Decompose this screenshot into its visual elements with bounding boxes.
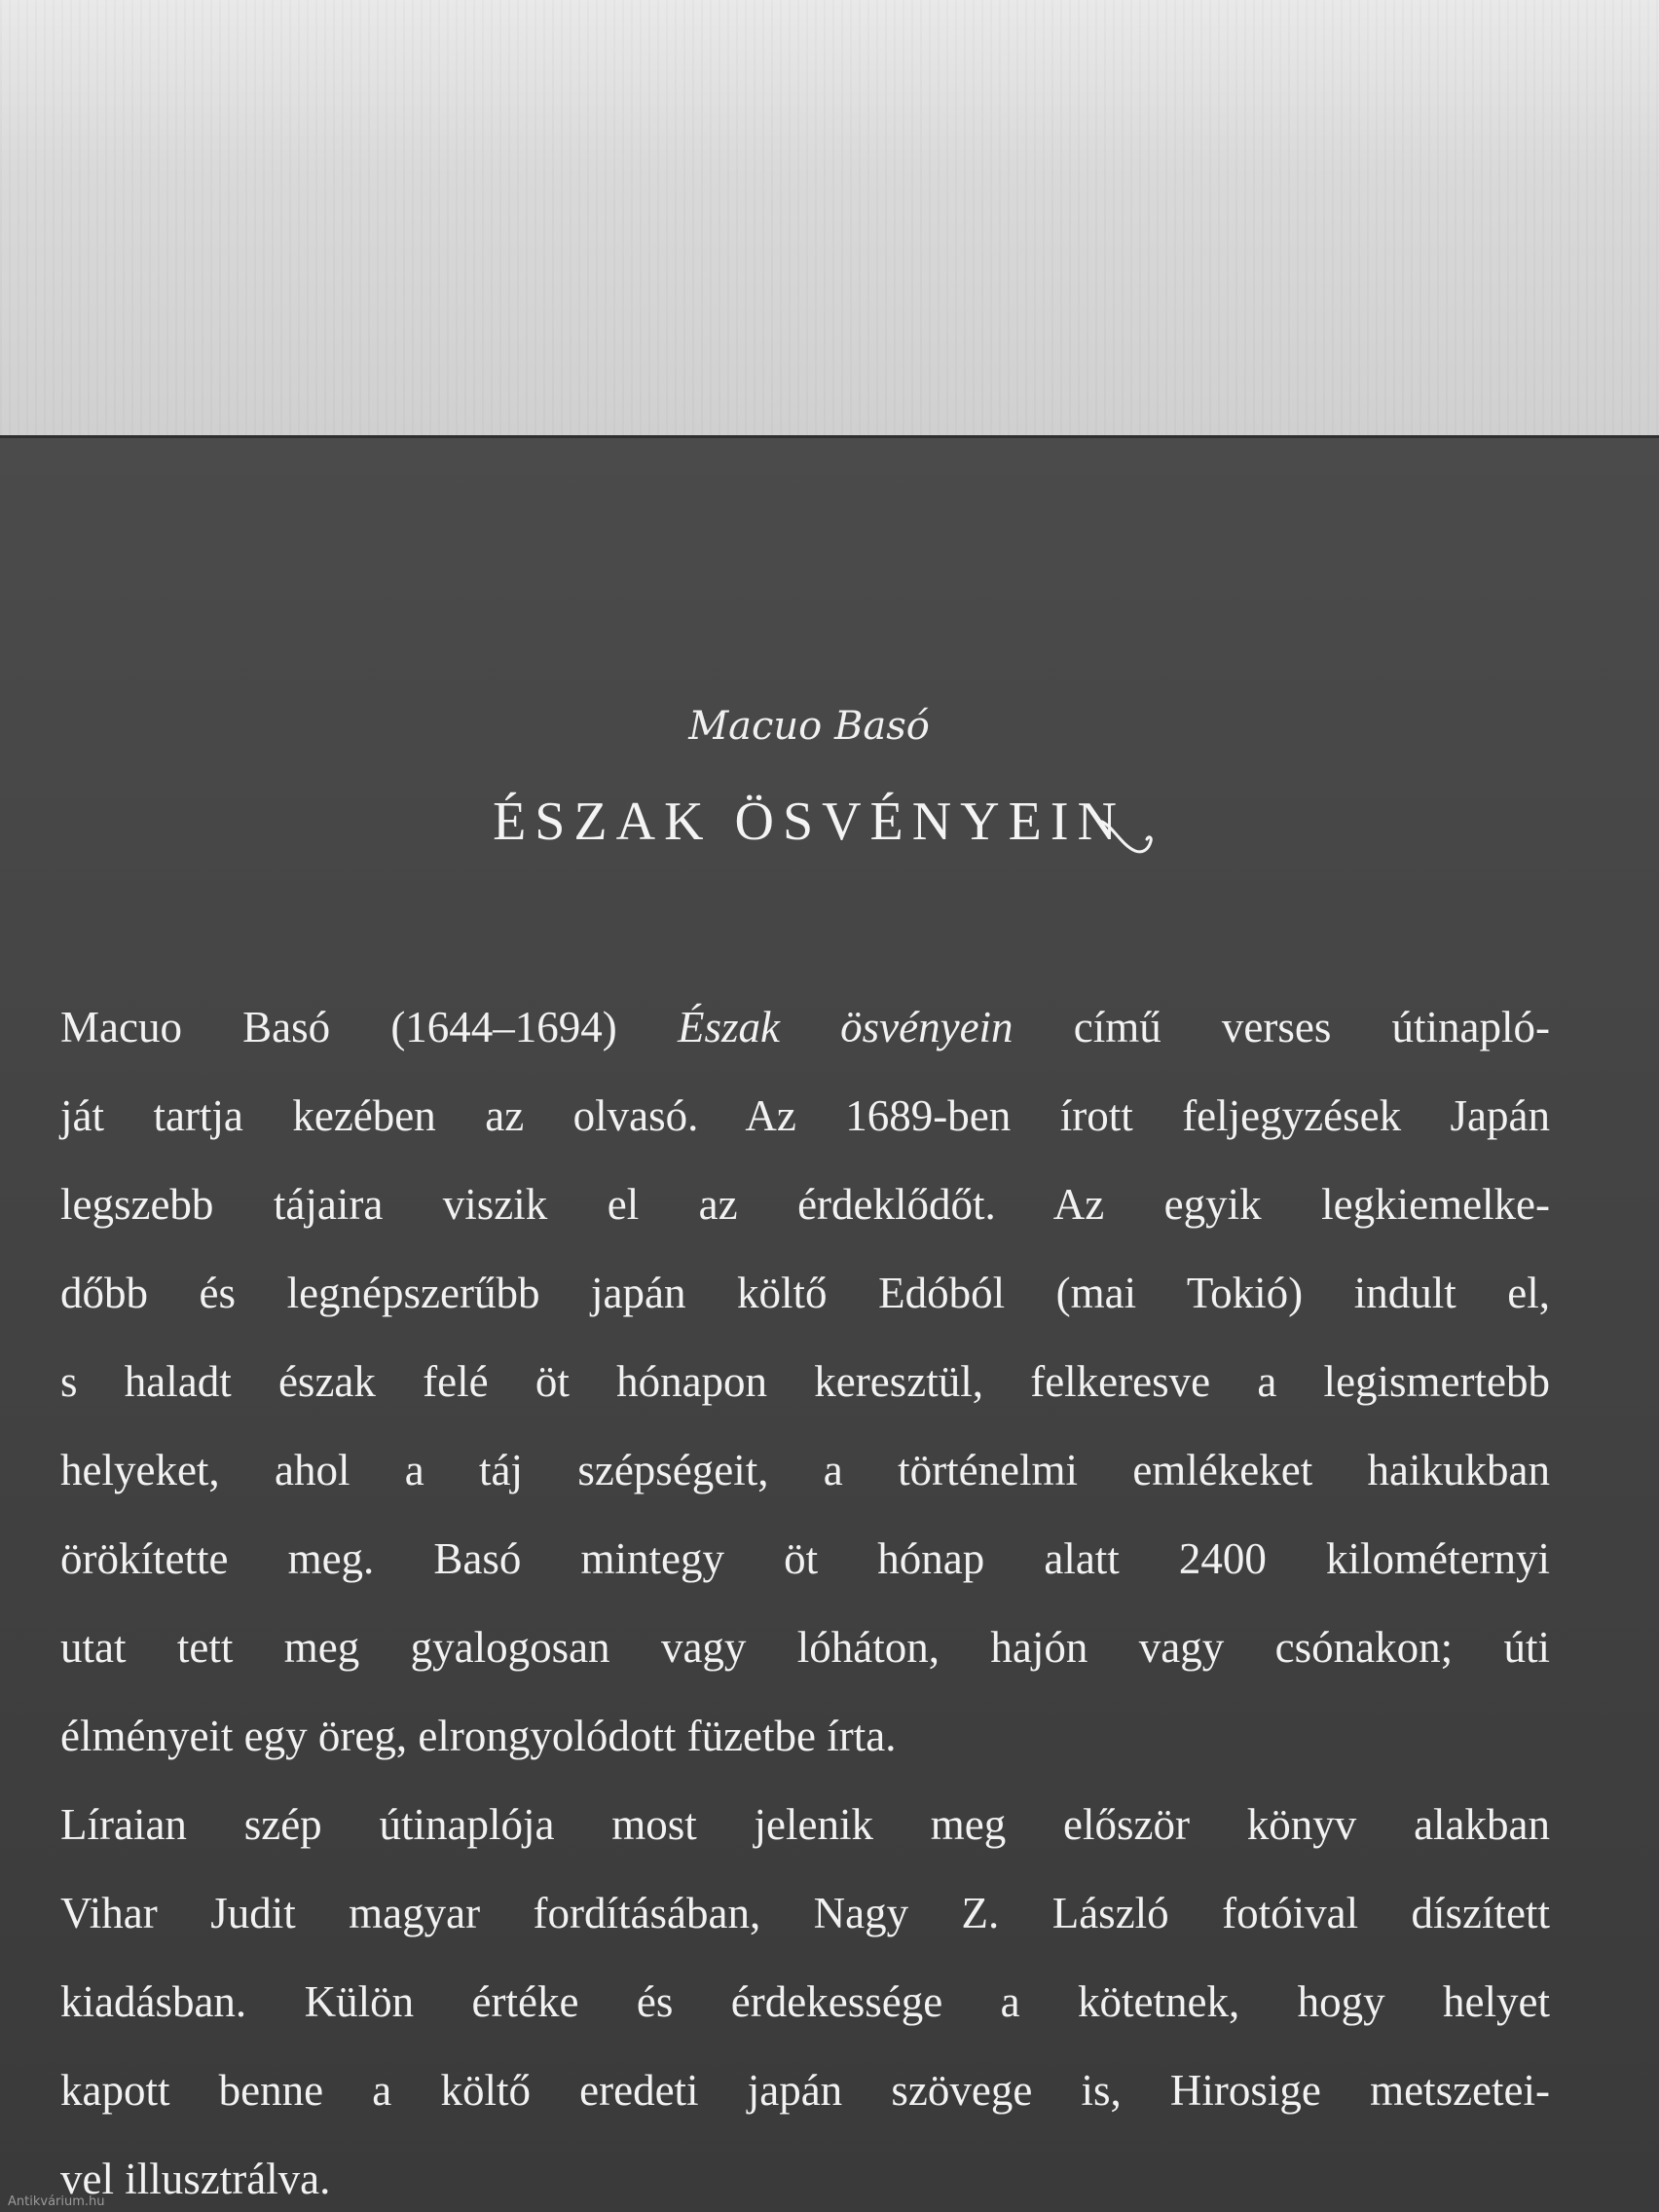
- description-line: s haladt észak felé öt hónapon keresztül, felkeresve a legismertebb: [60, 1357, 1550, 1406]
- author-name: Macuo Basó: [688, 704, 930, 749]
- book-title: ÉSZAK ÖSVÉNYEIN: [493, 792, 1125, 852]
- description-line: Líraian szép útinaplója most jelenik meg először könyv alakban: [60, 1800, 1550, 1849]
- description-line: dőbb és legnépszerűbb japán költő Edóból (mai Tokió) indult el,: [60, 1269, 1550, 1317]
- description-line: vel illusztrálva.: [60, 2155, 331, 2203]
- paper-background: [0, 0, 1659, 440]
- description-line: élményeit egy öreg, elrongyolódott füzetbe írta.: [60, 1712, 897, 1760]
- watermark: Antikvárium.hu: [8, 2194, 105, 2209]
- description-line: helyeket, ahol a táj szépségeit, a történelmi emlékeket haikukban: [60, 1446, 1550, 1494]
- description-text: [60, 983, 1550, 2212]
- title-italic: Észak ösvényein: [677, 1003, 1014, 1051]
- description-line: kapott benne a költő eredeti japán szövege is, Hirosige metszetei-: [60, 2066, 1550, 2115]
- description-line: kiadásban. Külön értéke és érdekessége a kötetnek, hogy helyet: [60, 1977, 1550, 2026]
- description-line: örökítette meg. Basó mintegy öt hónap alatt 2400 kilométernyi: [60, 1534, 1550, 1583]
- title-swash-ornament: [1100, 816, 1159, 865]
- description-line: ját tartja kezében az olvasó. Az 1689-ben írott feljegyzések Japán: [60, 1091, 1550, 1140]
- description-line: legszebb tájaira viszik el az érdeklődőt. Az egyik legkiemelke-: [60, 1180, 1550, 1229]
- description-line: utat tett meg gyalogosan vagy lóháton, hajón vagy csónakon; úti: [60, 1623, 1550, 1672]
- description-line: Vihar Judit magyar fordításában, Nagy Z. László fotóival díszített: [60, 1889, 1550, 1937]
- description-line: Macuo Basó (1644–1694) Észak ösvényein című verses útinapló-: [60, 1003, 1550, 1051]
